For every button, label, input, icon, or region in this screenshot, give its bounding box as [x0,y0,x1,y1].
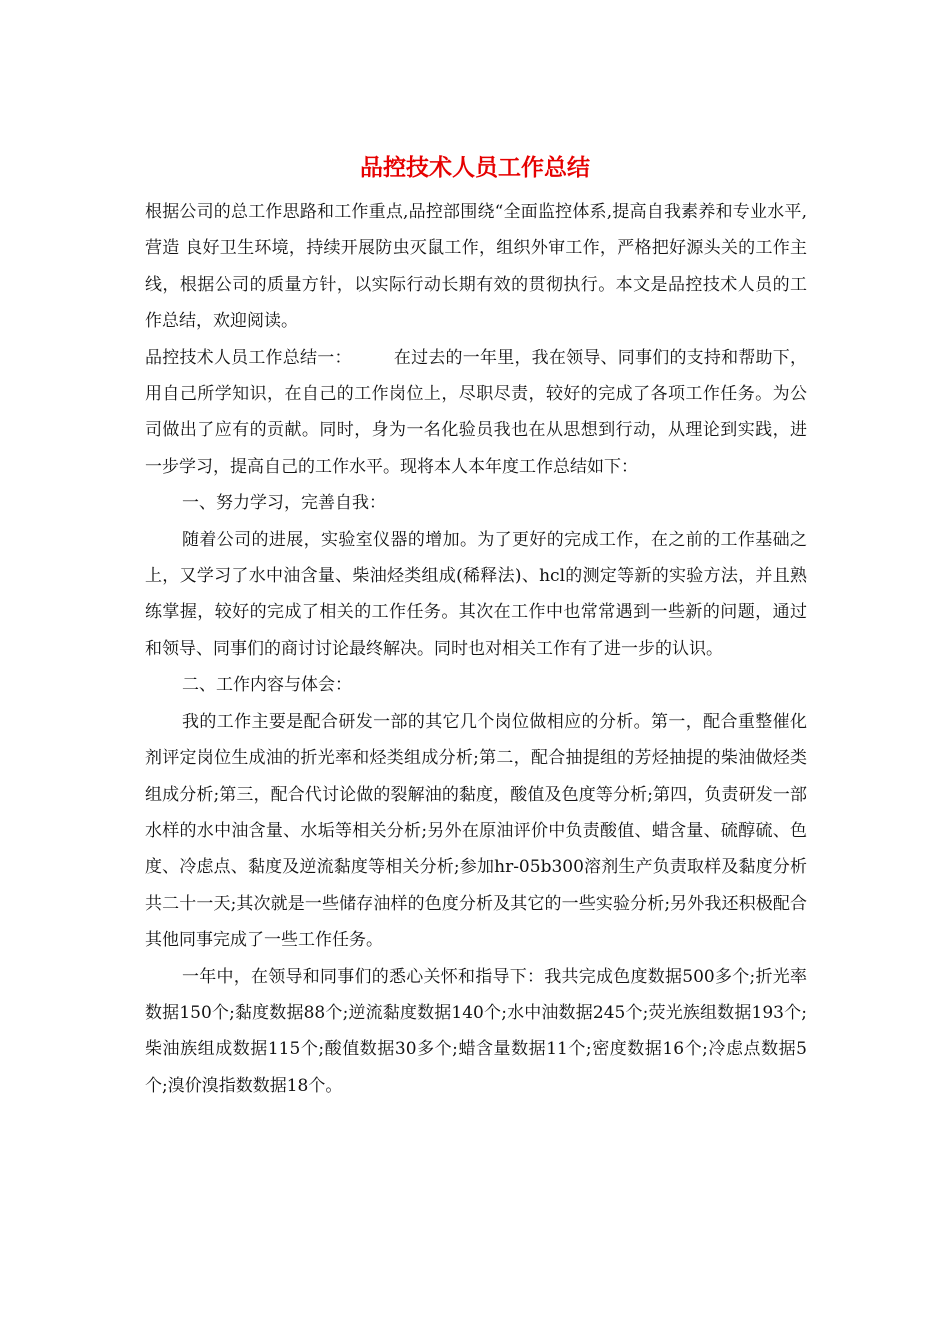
document-body [145,194,807,1104]
section-paragraph-1: 随着公司的进展，实验室仪器的增加。为了更好的完成工作，在之前的工作基础之上，又学习了水中油含量、柴油烃类组成(稀释法)、hcl的测定等新的实验方法，并且熟练掌握，较好的完成了相关的工作任务。其次在工作中也常常遇到一些新的问题，通过和领导、同事们的商讨讨论最终解决。同时也对相关工作有了进一步的认识。 [145,529,807,659]
summary-text: 在过去的一年里，我在领导、同事们的支持和帮助下，用自己所学知识，在自己的工作岗位上，尽职尽责，较好的完成了各项工作任务。为公司做出了应有的贡献。同时，身为一名化验员我也在从思想到行动，从理论到实践，进一步学习，提高自己的工作水平。现将本人本年度工作总结如下： [145,347,808,477]
summary-label: 品控技术人员工作总结一： [145,347,352,368]
intro-paragraph: 根据公司的总工作思路和工作重点,品控部围绕“全面监控体系,提高自我素养和专业水平,营造 良好卫生环境，持续开展防虫灭鼠工作，组织外审工作，严格把好源头关的工作主线，根据公司的质量方针，以实际行动长期有效的贯彻执行。本文是品控技术人员的工作总结，欢迎阅读。 [145,202,807,332]
section-heading-1: 一、努力学习，完善自我： [182,493,386,514]
section-paragraph-3: 一年中，在领导和同事们的悉心关怀和指导下：我共完成色度数据500多个;折光率数据150个;黏度数据88个;逆流黏度数据140个;水中油数据245个;荧光族组数据193个;柴油族组成数据115个;酸值数据30多个;蜡含量数据11个;密度数据16个;冷虑点数据5个;溴价溴指数数据18个。 [145,966,807,1096]
section-heading-2: 二、工作内容与体会： [182,675,352,696]
summary-paragraph [145,340,807,486]
document-title: 品控技术人员工作总结 [360,154,590,181]
section-paragraph-2: 我的工作主要是配合研发一部的其它几个岗位做相应的分析。第一，配合重整催化剂评定岗位生成油的折光率和烃类组成分析;第二，配合抽提组的芳烃抽提的柴油做烃类组成分析;第三，配合代讨论做的裂解油的黏度，酸值及色度等分析;第四，负责研发一部水样的水中油含量、水垢等相关分析;另外在原油评价中负责酸值、蜡含量、硫醇硫、色度、冷虑点、黏度及逆流黏度等相关分析;参加hr-05b300溶剂生产负责取样及黏度分析共二十一天;其次就是一些储存油样的色度分析及其它的一些实验分析;另外我还积极配合其他同事完成了一些工作任务。 [145,711,807,951]
